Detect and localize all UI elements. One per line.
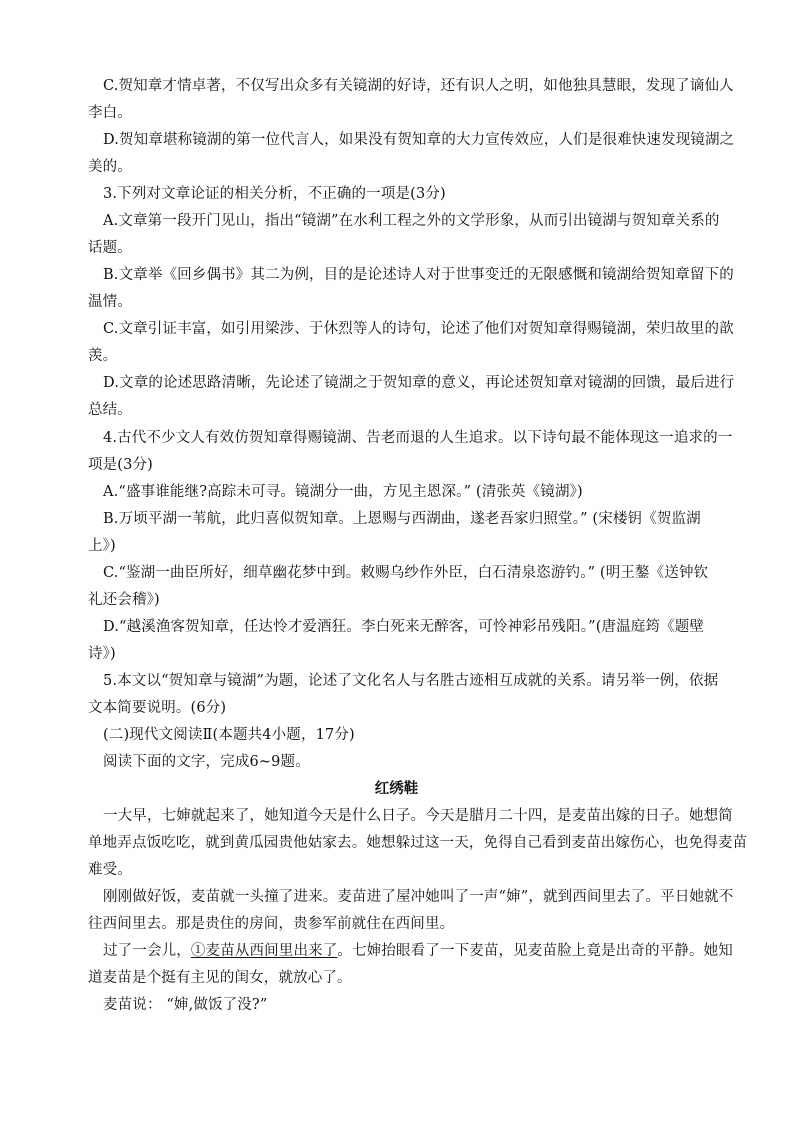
paragraph-3-line-1 <box>103 941 733 961</box>
section-heading: (二)现代文阅读Ⅱ(本题共4小题，17分) <box>103 727 355 743</box>
option-d-line-2: 美的。 <box>88 159 132 175</box>
question-5-line-2: 文本简要说明。(6分) <box>88 700 227 716</box>
q3-option-d-line-2: 总结。 <box>88 402 132 418</box>
option-c-line-2: 李白。 <box>88 105 132 121</box>
q3-option-b-line-1: B.文章举《回乡偶书》其二为例，目的是论述诗人对于世事变迁的无限感慨和镜湖给贺知章留下的 <box>103 267 734 283</box>
paragraph-4-line-1: 麦苗说： “婶,做饭了没?” <box>103 997 268 1013</box>
story-title: 红绣鞋 <box>374 780 419 797</box>
paragraph-3-rest: 。七婶抬眼看了一下麦苗，见麦苗脸上竟是出奇的平静。她知 <box>337 943 733 959</box>
paragraph-1-line-3: 难受。 <box>88 862 132 878</box>
q4-option-c-line-2: 礼还会稽》) <box>88 592 160 608</box>
paragraph-3-lead: 过了一会儿， <box>103 943 191 959</box>
q3-option-d-line-1: D.文章的论述思路清晰，先论述了镜湖之于贺知章的意义，再论述贺知章对镜湖的回馈，最后进行 <box>103 375 735 391</box>
underlined-sentence-1: ①麦苗从西间里出来了 <box>190 943 338 959</box>
q3-option-c-line-2: 羡。 <box>88 348 118 364</box>
q3-option-c-line-1: C.文章引证丰富，如引用梁涉、于休烈等人的诗句，论述了他们对贺知章得赐镜湖，荣归故里的歆 <box>103 321 734 337</box>
q4-option-a: A.“盛事谁能继?高踪未可寻。镜湖分一曲，方见主恩深。” (清张英《镜湖》) <box>103 484 583 500</box>
question-3-stem: 3.下列对文章论证的相关分析，不正确的一项是(3分) <box>103 186 446 202</box>
q4-option-b-line-1: B.万顷平湖一苇航，此归喜似贺知章。上恩赐与西湖曲，遂老吾家归照堂。” (宋楼钥《贺监湖 <box>103 511 701 527</box>
question-4-stem-line-1: 4.古代不少文人有效仿贺知章得赐镜湖、告老而退的人生追求。以下诗句最不能体现这一追求的一 <box>103 430 733 446</box>
option-d-line-1: D.贺知章堪称镜湖的第一位代言人，如果没有贺知章的大力宣传效应，人们是很难快速发现镜湖之 <box>103 132 735 148</box>
q3-option-a-line-2: 话题。 <box>88 240 132 256</box>
q3-option-a-line-1: A.文章第一段开门见山，指出“镜湖”在水利工程之外的文学形象，从而引出镜湖与贺知章关系的 <box>103 213 720 229</box>
q4-option-d-line-2: 诗》) <box>88 646 116 662</box>
question-5-line-1: 5.本文以“贺知章与镜湖”为题，论述了文化名人与名胜古迹相互成就的关系。请另举一例，依据 <box>103 673 719 689</box>
paragraph-2-line-1: 刚刚做好饭，麦苗就一头撞了进来。麦苗进了屋冲她叫了一声“婶”，就到西间里去了。平日她就不 <box>103 889 734 905</box>
question-4-stem-line-2: 项是(3分) <box>88 457 153 473</box>
q4-option-b-line-2: 上》) <box>88 538 116 554</box>
paragraph-1-line-2: 单地弄点饭吃吃，就到黄瓜园贵他姑家去。她想躲过这一天，免得自己看到麦苗出嫁伤心，也免得麦苗 <box>88 835 748 851</box>
q4-option-c-line-1: C.“鉴湖一曲臣所好，细草幽花梦中到。敕赐乌纱作外臣，白石清泉恣游钓。” (明王鏊《送钟钦 <box>103 565 709 581</box>
q4-option-d-line-1: D.“越溪渔客贺知章，任达怜才爱酒狂。李白死来无醉客，可怜神彩吊残阳。”(唐温庭筠《题壁 <box>103 619 705 635</box>
q3-option-b-line-2: 温情。 <box>88 294 132 310</box>
paragraph-2-line-2: 往西间里去。那是贵住的房间，贵参军前就住在西间里。 <box>88 916 455 932</box>
paragraph-1-line-1: 一大早，七婶就起来了，她知道今天是什么日子。今天是腊月二十四，是麦苗出嫁的日子。她想简 <box>103 808 733 824</box>
option-c-line-1: C.贺知章才情卓著，不仅写出众多有关镜湖的好诗，还有识人之明，如他独具慧眼，发现了谪仙人 <box>103 78 734 94</box>
reading-instruction: 阅读下面的文字，完成6~9题。 <box>103 754 310 770</box>
paragraph-3-line-2: 道麦苗是个挺有主见的闺女，就放心了。 <box>88 970 352 986</box>
